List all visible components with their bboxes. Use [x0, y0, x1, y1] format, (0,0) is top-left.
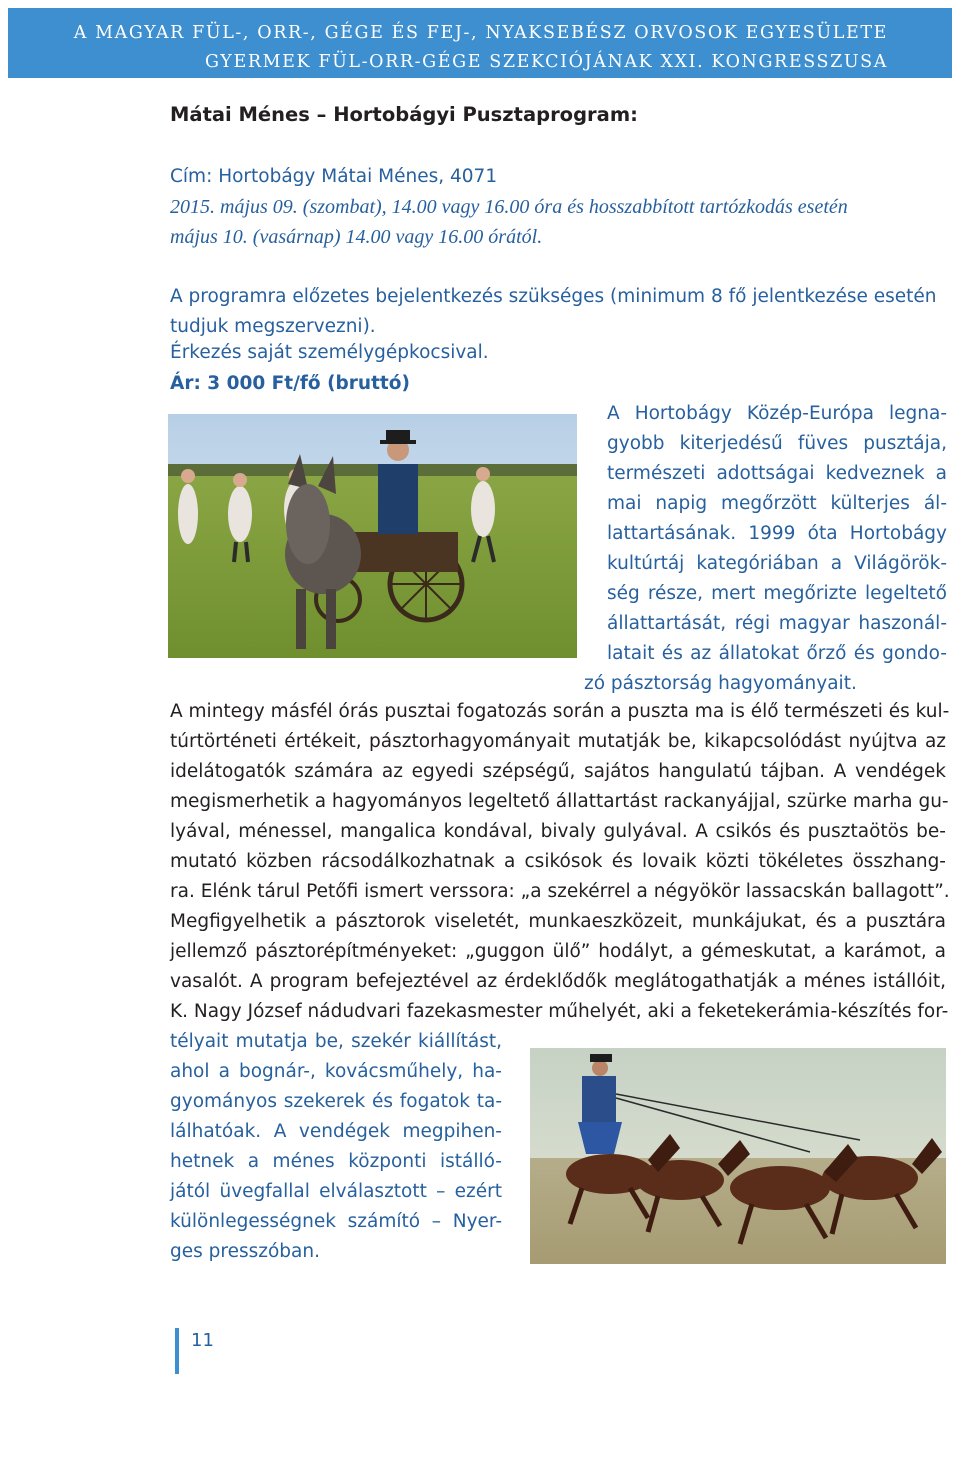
side-line: zó pásztorság hagyományait.	[584, 673, 857, 694]
header-line-2: GYERMEK FÜL-ORR-GÉGE SZEKCIÓJÁNAK XXI. KONGRESSZUSA	[205, 52, 888, 72]
main-line: A mintegy másfél órás pusztai fogatozás során a puszta ma is élő természeti és kul-	[170, 701, 950, 722]
left-line: ges presszóban.	[170, 1241, 320, 1262]
horse-riders-photo	[530, 1048, 946, 1264]
side-line: mai napig megőrzött külterjes ál-	[607, 493, 947, 514]
date-line-2: május 10. (vasárnap) 14.00 vagy 16.00 órától.	[170, 226, 543, 248]
main-line: jellemző pásztorépítményeket: „guggon ülő” hodályt, a gémeskutat, a karámot, a	[170, 941, 946, 962]
left-column-paragraph	[170, 1027, 502, 1267]
side-line: latait és az állatokat őrző és gondo-	[607, 643, 947, 664]
side-line: kultúrtáj kategóriában a Világörök-	[607, 553, 947, 574]
main-line: túrtörténeti értékeit, pásztorhagyományait mutatják be, kikapcsolódást nyújtva az	[170, 731, 946, 752]
main-line: ra. Elénk tárul Petőfi ismert verssora: „a szekérrel a négyökör lassacskán ballagott”.	[170, 881, 950, 902]
side-line: gyobb kiterjedésű füves pusztája,	[607, 433, 947, 454]
left-line: gyományos szekerek és fogatok ta-	[170, 1091, 502, 1112]
side-line: lattartásának. 1999 óta Hortobágy	[607, 523, 947, 544]
main-line: mutató közben rácsodálkozhatnak a csikósok és lovaik közti tökéletes összhang-	[170, 851, 946, 872]
main-line: lyával, ménessel, mangalica kondával, bivaly gulyával. A csikós és pusztaötös be-	[170, 821, 946, 842]
price: Ár: 3 000 Ft/fő (bruttó)	[170, 373, 410, 394]
address: Cím: Hortobágy Mátai Ménes, 4071	[170, 166, 498, 187]
left-line: jától üvegfallal elválasztott – ezért	[170, 1181, 502, 1202]
date-line-1: 2015. május 09. (szombat), 14.00 vagy 16.00 óra és hosszabbított tartózkodás esetén	[170, 196, 848, 218]
page-title: Mátai Ménes – Hortobágyi Pusztaprogram:	[170, 103, 638, 126]
page-number: 11	[191, 1330, 214, 1351]
left-line: télyait mutatja be, szekér kiállítást,	[170, 1031, 502, 1052]
side-line: ség része, mert megőrizte legeltető	[607, 583, 947, 604]
arrival-note: Érkezés saját személygépkocsival.	[170, 342, 489, 363]
side-line: A Hortobágy Közép-Európa legna-	[607, 403, 947, 424]
left-line: ahol a bognár-, kovácsműhely, ha-	[170, 1061, 502, 1082]
left-line: lálhatóak. A vendégek megpihen-	[170, 1121, 502, 1142]
header-line-1: A MAGYAR FÜL-, ORR-, GÉGE ÉS FEJ-, NYAKSEBÉSZ ORVOSOK EGYESÜLETE	[73, 23, 888, 43]
registration-line-2: tudjuk megszervezni).	[170, 316, 376, 337]
registration-line-1: A programra előzetes bejelentkezés szükséges (minimum 8 fő jelentkezése esetén	[170, 286, 937, 307]
donkey-cart-photo	[168, 414, 577, 658]
side-paragraph	[584, 399, 947, 699]
side-line: természeti adottságai kedveznek a	[607, 463, 947, 484]
header-band	[8, 8, 952, 78]
main-line: Megfigyelhetik a pásztorok viseletét, munkaeszközeit, munkájukat, és a pusztára	[170, 911, 946, 932]
side-line: állattartását, régi magyar haszonál-	[607, 613, 947, 634]
page-number-rule	[175, 1328, 179, 1374]
main-line: megismerhetik a hagyományos legeltető állattartást rackanyájjal, szürke marha gu-	[170, 791, 949, 812]
main-line: idelátogatók számára az egyedi szépségű, sajátos hangulatú tájban. A vendégek	[170, 761, 946, 782]
main-paragraph	[170, 697, 950, 1027]
left-line: hetnek a ménes központi istálló-	[170, 1151, 502, 1172]
main-line: vasalót. A program befejeztével az érdeklődők meglátogathatják a ménes istállóit,	[170, 971, 946, 992]
main-line: K. Nagy József nádudvari fazekasmester műhelyét, aki a feketekerámia-készítés for-	[170, 1001, 949, 1022]
left-line: különlegességnek számító – Nyer-	[170, 1211, 502, 1232]
